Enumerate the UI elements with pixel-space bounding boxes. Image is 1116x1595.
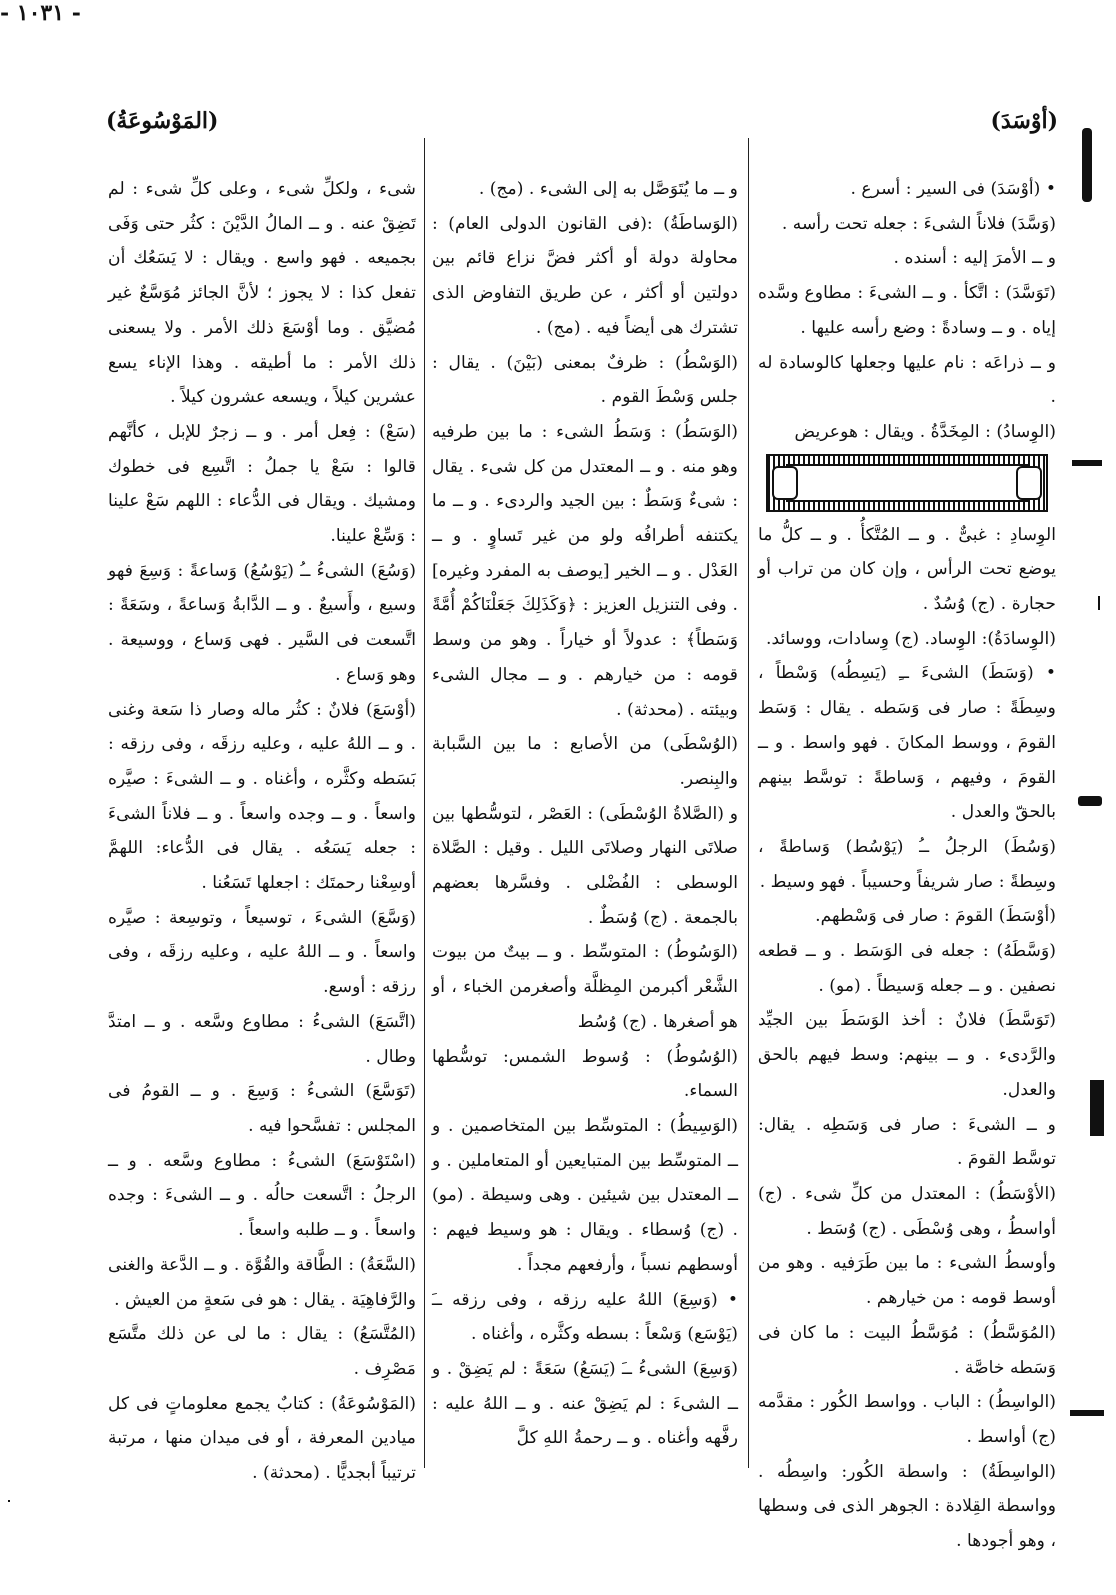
entry-text: و ــ ما يُتَوَصَّل به إلى الشىء . (مج) . [478,179,738,199]
column-middle [432,172,738,1472]
scan-mark [1078,796,1102,806]
entry-text: (الوَسْطُ) : ظرفٌ بمعنى (بَيْنَ) . يقال : جلس وَسْطَ القوم . [432,352,738,408]
entry-text: (المَوْسُوعَةُ) : كتابٌ يجمع معلوماتٍ فى كل ميادين المعرفة ، أو فى ميدان منها ، مرتبة ترتيباً أبجديًّا . (محدثة) . [108,1393,416,1484]
entry-text: (اتَّسَعَ) الشىءُ : مطاوع وسَّعه . و ــ امتدَّ وطال . [108,1011,416,1067]
entry-text: الوِسادِ : غبىٌّ . و ــ المُتَّكأُ . و ــ كلُّ ما يوضع تحت الرأس ، وإن كان من تراب أو حجارة . (ج) وُسُدٌ . [758,524,1056,615]
entry-text: (أوْسَطَ) القومَ : صار فى وَسْطهم. [815,906,1056,927]
entry-text: (الوَسُوطُ) : المتوسِّط . و ــ بيتٌ من بيوت الشَّعْر أكبرمن المِظلَّة وأصغرمن الخباء ، أو هو أصغرها . (ج) وُسُط [432,942,738,1032]
ornament-knot-right [1016,466,1042,500]
scan-mark [1090,1080,1104,1136]
entry-text: (الوَسِيطُ) : المتوسِّط بين المتخاصمين . و ــ المتوسِّط بين المتبايعين أو المتعاملين . و ــ المعتدل بين شيئين . وهى وسيطة . (مو) . (ج) وُسطاء . ويقال : هو وسيط فيهم : أوسطهم نسباً ، وأرفعهم مجداً . [432,1115,738,1275]
entry-text: (الوَساطَةُ) :(فى القانون الدولى العام) : محاولة دولة أو أكثر فضَّ نزاع قائم بين دولتين أو أكثر ، عن طريق التفاوض الذى تشترك هى أيضاً فيه . (مج) . [432,213,738,338]
pillow-illustration [766,454,1048,512]
entry-text: (وَسُعَ) الشىءُ ــُ (يَوْسُعُ) وَساعةً : وَسِعَ فهو وسيع ، وأَسيعٌ . و ــ الدَّابةُ وَساعةً ، وسَعَةً : اتَّسعت فى السَّير . فهى وَساع ، ووسيعة . وهو وَساع . [108,560,416,685]
entry-text: • (وَسَطَ) الشىءَ ــِ (يَسِطُه) وَسْطاً ، وسِطَةً : صار فى وَسَطه . يقال : وَسَط القومَ ، ووسط المكانَ . فهو واسط . و ــ القومَ ، وفيهم ، وَساطةً : توسَّط بينهم بالحقّ والعدل . [758,663,1056,823]
column-right [758,172,1056,1552]
column-rule-left [424,138,425,1468]
entry-text: (تَوَسَّطَ) فلانٌ : أخذ الوَسَطَ بين الجيِّد والرَّدىء . و ــ بينهم: وسط فيهم بالحق والعدل. [758,1010,1056,1100]
scan-mark [1082,128,1092,202]
entry-text: (تَوَسَّدَ) : اتَّكأ . و ــ الشىءَ : مطاوع وسَّده إياه . و ــ وسادةً : وضع رأسه عليها . [758,283,1056,338]
header-left-word: (المَوْسُوعَةُ) [106,108,219,134]
entry-text: شىء ، ولكلِّ شىء ، وعلى كلِّ شىء : لم تَضِقْ عنه . و ــ المالُ الدَّيْنَ : كثُر حتى وَفَى بجميعه . فهو واسع . ويقال : لا يَسَعُك أن تفعل كذا : لا يجوز ؛ لأنَّ الجائز مُوَسَّعٌ غير مُضيَّق . وما أوْسَعَ ذلك الأمر . ولا يسعنى ذلك الأمر : ما أطيقه . وهذا الإناء يسع عشرين كيلاً ، ويسعه عشرون كيلاً . [108,179,416,408]
ornament-knot-left [772,466,798,500]
entry-text: (الوَسَطُ) : وَسَطُ الشىء : ما بين طرفيه وهو منه . و ــ المعتدل من كل شىء . يقال : شىءٌ وَسَطٌ : بين الجيد والردىء . و ــ ما يكتنفه أطرافُه ولو من غير تَساوٍ . و ــ العَدْل . و ــ الخير [يوصف به المفرد وغيره] . وفى التنزيل العزيز : ﴿وَكَذَلِكَ جَعَلْنَاكُمْ أُمَّةً وَسَطاً﴾ : عدولاً أو خياراً . وهو من وسط قومه : من خيارهم . و ــ مجال الشىء وبيئته . (محدثة) . [432,421,738,720]
entry-text: (الوُسُوطُ) : وُسوط الشمس: توسُّطها السماء. [432,1046,738,1102]
entry-text: و (الصَّلاةُ الوُسْطَى) : العَصْر ، لتوسُّطها بين صلاتَى النهار وصلاتَى الليل . وقيل : الصَّلاة الوسطى : الفُضْلى . وفسَّرها بعضهم بالجمعة . (ج) وُسَطٌ . [432,803,738,928]
column-left [108,172,416,1484]
entry-text: (المُوَسَّطُ) : مُوَسَّطُ البيت : ما كان فى وَسَطه خاصَّة . [758,1322,1056,1378]
entry-text: (وَسِعَ) الشىءُ ــَ (يَسَعُ) سَعَةً : لم يَضِقْ . و ــ الشىءَ : لم يَضِقْ عنه . و ــ اللهُ عليه : رفَّهه وأغناه . و ــ رحمةُ اللهِ كلَّ [432,1358,738,1449]
entry-text: (الأوْسَطُ) : المعتدل من كلِّ شىء . (ج) أواسطُ ، وهى وُسْطَى . (ج) وُسَط . [758,1183,1056,1239]
entry-text: (سَعْ) : فِعل أمر . و ــ زجرٌ للإبل ، كأنَّهم قالوا : سَعْ يا جملُ : اتَّسِع فى خطوك ومشيك . ويقال فى الدُّعاء : اللهم سَعْ علينا : وَسِّعْ علينا. [108,421,416,547]
entry-text: و ــ الشىءَ : صار فى وَسَطِه . يقال: توسَّط القومَ . [758,1114,1056,1170]
entry-text: (وَسُطَ) الرجلُ ــُ (يَوْسُط) وَساطةً ، وسِطةً : صار شريفاً وحسيباً . فهو وسيط . [758,836,1056,892]
entry-text: (وَسَّدَ) فلاناً الشىءَ : جعله تحت رأسه . [781,213,1056,234]
entry-text: • (وَسِعَ) اللهُ عليه رزقه ، وفى رزقه ــَ (يَوْسَع) وَسْعاً : بسطه وكثَّره ، وأغناه . [432,1289,738,1345]
entry-text: (المُتَّسَعُ) : يقال : ما لى عن ذلك متَّسَع مَصْرِف . [108,1324,416,1379]
entry-text: (أوْسَعَ) فلانٌ : كثُر ماله وصار ذا سَعة وغنى . و ــ اللهُ عليه ، وعليه رزقَه ، وفى رزقه : بَسَطه وكثَّره ، وأغناه . و ــ الشىءَ : صيَّره واسعاً . و ــ وجده واسعاً . و ــ فلاناً الشىءَ : جعله يَسَعُه . يقال فى الدُّعاء: اللهمَّ أوسِعْنا رحمتَك : اجعلها تَسَعُنا . [108,699,416,894]
entry-text: (الوُسْطَى) من الأصابع : ما بين السَّبابة والبِنصر. [432,734,738,789]
entry-text: (الواسِطُ) : الباب . وواسط الكُور : مقدَّمه (ج) أواسط . [758,1392,1056,1447]
scan-mark [1070,1410,1104,1416]
entry-text: (الواسِطَةُ) : واسطة الكُور: واسِطُه . وواسطة القِلادة : الجوهر الذى فى وسطها ، وهو أجودها . [758,1461,1056,1552]
entry-text: (وَسَّطَهُ) : جعله فى الوَسَط . و ــ قطعه نصفين . و ــ جعله وَسيطاً . (مو) . [758,941,1056,996]
page-number: - ١٠٣١ - [0,0,81,26]
entry-text: (اسْتَوْسَعَ) الشىءُ : مطاوع وسَّعه . و ــ الرجلُ : اتَّسعت حالُه . و ــ الشىءَ : وجده واسعاً . و ــ طلبه واسعاً . [108,1150,416,1241]
entry-text: (الوِسادَةُ): الوِساد. (ج) وِسادات، ووسائد. [766,628,1056,649]
column-rule-right [748,138,749,1468]
entry-text: (تَوَسَّعَ) الشىءُ : وَسِعَ . و ــ القومُ فى المجلس : تفسَّحوا فيه . [108,1081,416,1136]
header-right-word: (أوْسَدَ) [990,108,1058,134]
entry-text: و ــ ذراعَه : نام عليها وجعلها كالوسادة له . [758,352,1056,408]
entry-text: (السَّعَةُ) : الطَّاقة والقُوَّة . و ــ الدَّعة والغنى والرَّفاهِيَة . يقال : هو فى سَعةٍ من العيش . [108,1254,416,1310]
entry-text: • (أوْسَدَ) فى السير : أسرع . [850,179,1056,199]
entry-text: وأوسطُ الشىء : ما بين طَرَفيه . وهو من أوسط قومه : من خيارهم . [758,1253,1056,1309]
entry-text: و ــ الأمرَ إليه : أسنده . [893,248,1056,269]
entry-text: (وَسَّعَ) الشىءَ ، توسيعاً ، وتوسِعة : صيَّره واسعاً . و ــ اللهُ عليه ، وعليه رزقَه ، وفى رزقه : أوسع. [108,907,416,998]
scan-mark [8,1500,10,1502]
scan-mark [1098,596,1100,610]
entry-text: (الوِسادُ) : المِخَدَّةُ . ويقال : هوعريض [794,421,1056,442]
scan-mark [1072,460,1102,466]
